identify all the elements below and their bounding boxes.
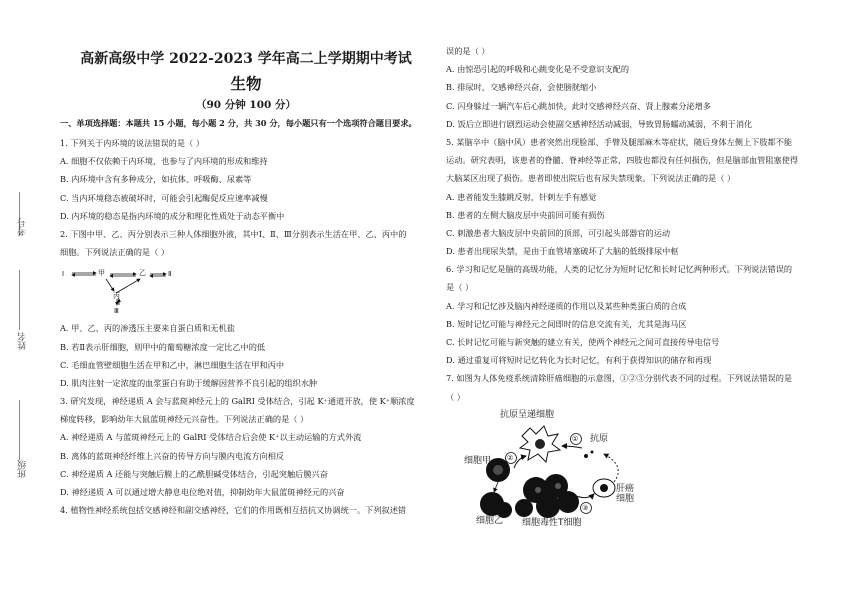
option-c: C. 毛细血管壁细胞生活在甲和乙中，淋巴细胞生活在甲和丙中 [60, 359, 285, 370]
option-b: B. 患者的左侧大脑皮层中央前回可能有损伤 [446, 209, 605, 220]
option-b: B. 排尿时，交感神经兴奋，会使膀胱缩小 [446, 82, 597, 93]
question-stem-line-2: 细胞。下列说法正确的是（ ） [60, 247, 170, 258]
question-stem-line-1: 2. 下图中甲、乙、丙分别表示三种人体细胞外液，其中Ⅰ、Ⅱ、Ⅲ分别表示生活在甲、乙、丙中的 [60, 228, 407, 239]
option-d: D. 饭后立即进行剧烈运动会使副交感神经活动减弱，导致胃肠蠕动减弱，不利于消化 [446, 118, 753, 129]
left-column [60, 46, 432, 523]
option-a: A. 甲、乙、丙的渗透压主要来自蛋白质和无机盐 [60, 323, 235, 334]
question-stem: 1. 下列关于内环境的说法错误的是（ ） [60, 138, 205, 148]
option-d: D. 内环境的稳态是指内环境的成分和理化性质处于动态平衡中 [60, 210, 285, 221]
option-b: B. 短时记忆可能与神经元之间即时的信息交流有关，尤其是海马区 [446, 318, 687, 329]
option-d: D. 神经递质 A 可以通过增大静息电位绝对值，抑制幼年大鼠蓝斑神经元的兴奋 [60, 487, 345, 497]
label-cell-jia: 细胞甲 [464, 455, 492, 466]
question-stem-line-2: 梯度转移，影响幼年大鼠蓝斑神经元兴奋性。下列说法正确的是（ ） [60, 414, 309, 425]
option-a: A. 细胞不仅依赖于内环境，也参与了内环境的形成和维持 [60, 156, 268, 167]
question-4 [60, 505, 432, 516]
exam-title: 高新高级中学 2022-2023 学年高二上学期期中考试 [80, 51, 412, 67]
margin-name-label: 姓名 [18, 332, 28, 350]
margin-line-middle [19, 270, 20, 330]
question-stem-line-1: 4. 植物性神经系统包括交感神经和副交感神经，它们的作用既相互拮抗又协调统一。下列叙述错 [60, 505, 407, 516]
label-antigen-presenting-cell: 抗原呈递细胞 [500, 409, 555, 420]
option-c: C. 刺激患者大脑皮层中央前回的顶部，可引起头部器官的运动 [446, 227, 671, 238]
label-antigen: 抗原 [590, 433, 609, 444]
option-b: B. 若Ⅱ表示肝细胞，则甲中的葡萄糖浓度一定比乙中的低 [60, 341, 266, 352]
option-a: A. 患者能发生膝跳反射，针刺左手有感觉 [446, 191, 597, 202]
option-b: B. 离体的蓝斑神经纤维上兴奋的传导方向与膜内电流方向相反 [60, 450, 285, 461]
label-step-2: ② [507, 453, 514, 462]
question-5 [446, 137, 846, 257]
cytotoxic-t-cell-cluster [515, 474, 579, 518]
body-fluid-diagram [60, 265, 180, 317]
label-step-1: ① [572, 434, 579, 443]
option-a: A. 神经递质 A 与蓝斑神经元上的 GalRI 受体结合后会使 K⁺以主动运输的方式外流 [60, 432, 362, 443]
question-6 [446, 264, 846, 366]
question-stem-line-1: 6. 学习和记忆是脑的高级功能，人类的记忆分为短时记忆和长时记忆两种形式。下列说法错误的 [446, 264, 793, 275]
option-c: C. 闪身躲过一辆汽车后心跳加快，此时交感神经兴奋、肾上腺素分泌增多 [446, 100, 711, 111]
question-3 [60, 396, 432, 498]
question-7 [446, 373, 846, 527]
option-d: D. 通过重复可将短时记忆转化为长时记忆，有利于获得知识的储存和再现 [446, 355, 712, 366]
cell-yi-shape [480, 492, 512, 518]
margin-exam-no-label: 考号 [18, 218, 28, 236]
label-cell-yi: 细胞乙 [476, 515, 504, 526]
diagram-label-roman-2: Ⅱ [168, 270, 172, 279]
right-column [446, 46, 846, 534]
section-heading: 一、单项选择题：本题共 15 小题，每小题 2 分，共 30 分，每小题只有一个选项符合题目要求。 [60, 118, 417, 128]
question-stem-line-2: 运动。研究表明，该患者的脊髓、脊神经等正常，四肢也都没有任何损伤，但是脑部血管阻塞使得 [446, 155, 799, 166]
diagram-label-yi: 乙 [139, 269, 146, 278]
question-stem-line-1: 7. 如图为人体免疫系统清除肝癌细胞的示意图，①②③分别代表不同的过程。下列说法错误的是 [446, 373, 793, 384]
antigen-presenting-cell-shape [520, 426, 560, 462]
option-d: D. 肌肉注射一定浓度的血浆蛋白有助于缓解因营养不良引起的组织水肿 [60, 377, 318, 388]
immune-diagram-svg [464, 410, 644, 528]
option-c: C. 神经递质 A 还能与突触后膜上的乙酰胆碱受体结合，引起突触后膜兴奋 [60, 468, 328, 479]
option-d: D. 患者出现尿失禁，是由于血管堵塞破坏了大脑的低级排尿中枢 [446, 246, 679, 257]
diagram-label-roman-3: Ⅲ [114, 307, 119, 316]
diagram-label-roman-1: Ⅰ [62, 270, 65, 279]
label-step-3: ③ [582, 503, 589, 512]
question-stem-line-2: （ ） [446, 391, 465, 402]
margin-line-bottom [19, 400, 20, 460]
question-1 [60, 138, 432, 222]
exam-time: （90 分钟 100 分） [196, 99, 296, 111]
question-stem-line-2: 是（ ） [446, 282, 474, 293]
liver-cancer-cell-shape [593, 479, 615, 497]
immune-clearance-diagram [464, 410, 644, 528]
body-fluid-diagram-svg [60, 265, 180, 317]
question-2 [60, 229, 432, 389]
option-b: B. 内环境中含有多种成分，如抗体、呼吸酶、尿素等 [60, 174, 252, 185]
label-liver-cancer-cell: 肝癌细胞 [616, 483, 635, 504]
option-c: C. 长时记忆可能与新突触的建立有关，使两个神经元之间可直接传导电信号 [446, 337, 720, 347]
margin-class-label: 班级 [18, 460, 28, 478]
label-cytotoxic-t-cell: 细胞毒性T细胞 [522, 517, 582, 528]
option-c: C. 当内环境稳态被破坏时，可能会引起酶促反应速率减慢 [60, 192, 268, 203]
question-stem-line-1: 3. 研究发现，神经递质 A 会与蓝斑神经元上的 GalRI 受体结合，引起 K⁺通道开放，使 K⁺顺浓度 [60, 396, 415, 407]
question-stem-line-3: 大脑某区出现了损伤。患者即使出院后也有尿失禁现象。下列说法正确的是（ ） [446, 173, 736, 184]
question-stem-line-1: 5. 某脑卒中（脑中风）患者突然出现脸部、手臂及腿部麻木等症状，随后身体左侧上下肢都不能 [446, 136, 793, 147]
question-4-continued [446, 46, 846, 130]
diagram-label-jia: 甲 [98, 269, 105, 278]
diagram-label-bing: 丙 [113, 292, 120, 301]
option-a: A. 由惊恐引起的呼吸和心跳变化是不受意识支配的 [446, 64, 630, 75]
exam-subject: 生物 [230, 74, 262, 93]
question-stem-line-2: 误的是（ ） [446, 46, 490, 56]
option-a: A. 学习和记忆涉及脑内神经递质的作用以及某些种类蛋白质的合成 [446, 300, 687, 311]
